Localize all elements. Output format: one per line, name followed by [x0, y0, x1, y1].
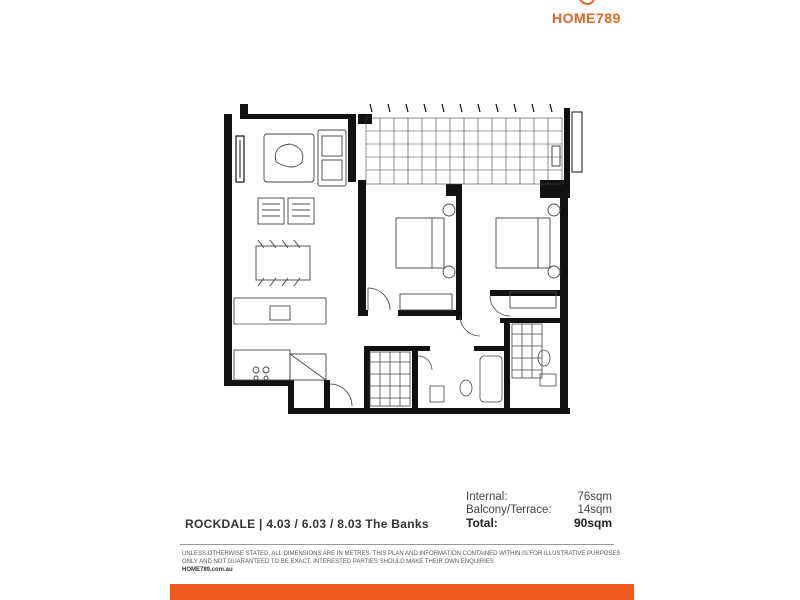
bathroom-1 [370, 352, 502, 406]
total-area-row [466, 517, 612, 530]
total-label: Total: [466, 516, 498, 530]
internal-label: Internal: [466, 491, 508, 503]
brand-name: HOME789 [552, 10, 621, 26]
living-furniture [256, 130, 346, 286]
internal-value: 76sqm [577, 491, 612, 503]
total-value: 90sqm [573, 516, 612, 530]
kitchen [234, 298, 326, 380]
balcony-value: 14sqm [577, 504, 612, 516]
accent-bar [170, 584, 634, 600]
area-summary [466, 491, 612, 530]
bedroom-1 [396, 204, 455, 310]
exterior-walls [224, 104, 570, 414]
bathroom-2 [512, 324, 556, 386]
listing-title: ROCKDALE | 4.03 / 6.03 / 8.03 The Banks [185, 517, 429, 531]
divider [180, 544, 614, 545]
disclaimer: UNLESS OTHERWISE STATED, ALL DIMENSIONS ARE IN METRES. THIS PLAN AND INFORMATION CONTAINED WITHIN IS FOR ILLUSTRATIVE PURPOSES ONLY AND NOT GUARANTEED TO BE EXACT. INTERESTED PARTIES SHOULD MAKE THEIR OWN ENQUIRIES [182, 551, 621, 565]
chair-grid [262, 204, 310, 216]
balcony-label: Balcony/Terrace: [466, 504, 552, 516]
balcony [366, 118, 562, 184]
balcony-rail-marks [370, 104, 552, 112]
internal-area-row [466, 491, 612, 504]
website-link[interactable]: HOME789.com.au [182, 567, 233, 573]
balcony-screen [572, 112, 582, 172]
